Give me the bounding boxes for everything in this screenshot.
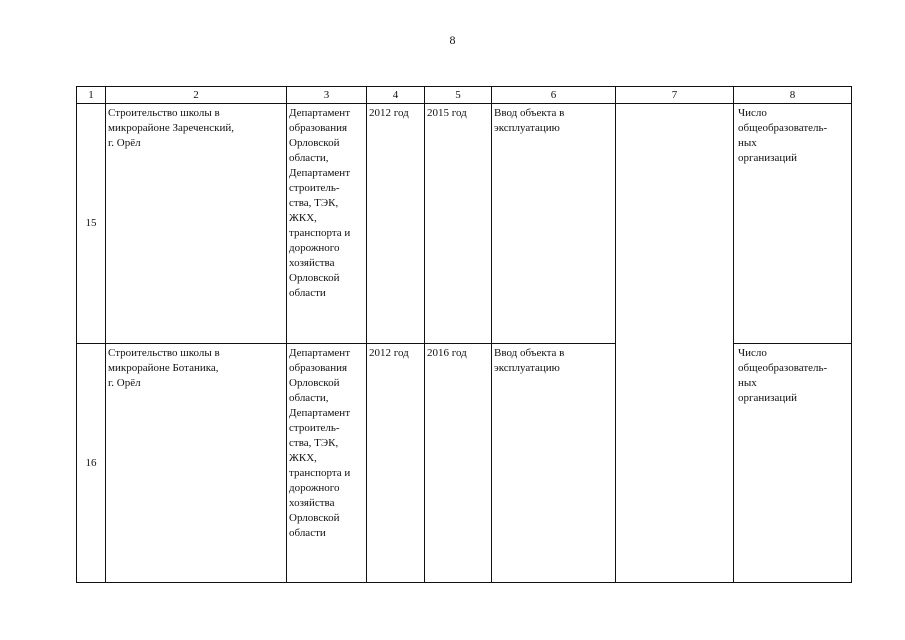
end-year-cell: 2016 год [425, 344, 492, 583]
responsible-cell: Департамент образования Орловской области, Департамент строитель- ства, ТЭК, ЖКХ, транспорта и дорожного хозяйства Орловской области [287, 344, 367, 583]
column-header: 4 [367, 87, 425, 104]
row-number: 15 [77, 104, 106, 344]
start-year-cell: 2012 год [367, 104, 425, 344]
table-row [77, 344, 852, 583]
table-header-row [77, 87, 852, 104]
start-year-cell: 2012 год [367, 344, 425, 583]
column-header: 3 [287, 87, 367, 104]
page-number: 8 [449, 33, 456, 47]
table-row [77, 104, 852, 344]
project-name-cell: Строительство школы в микрорайоне Ботаника, г. Орёл [106, 344, 287, 583]
result-cell: Ввод объекта в эксплуатацию [492, 344, 616, 583]
end-year-cell: 2015 год [425, 104, 492, 344]
column-header: 8 [734, 87, 852, 104]
program-table [76, 86, 852, 583]
indicator-cell: Число общеобразователь- ных организаций [734, 104, 852, 344]
column-header: 2 [106, 87, 287, 104]
result-cell: Ввод объекта в эксплуатацию [492, 104, 616, 344]
column-header: 7 [616, 87, 734, 104]
responsible-cell: Департамент образования Орловской области, Департамент строитель- ства, ТЭК, ЖКХ, транспорта и дорожного хозяйства Орловской области [287, 104, 367, 344]
indicator-cell: Число общеобразователь- ных организаций [734, 344, 852, 583]
row-number: 16 [77, 344, 106, 583]
column-header: 1 [77, 87, 106, 104]
column-header: 6 [492, 87, 616, 104]
project-name-cell: Строительство школы в микрорайоне Зареченский, г. Орёл [106, 104, 287, 344]
column-header: 5 [425, 87, 492, 104]
column-7-cell [616, 104, 734, 583]
